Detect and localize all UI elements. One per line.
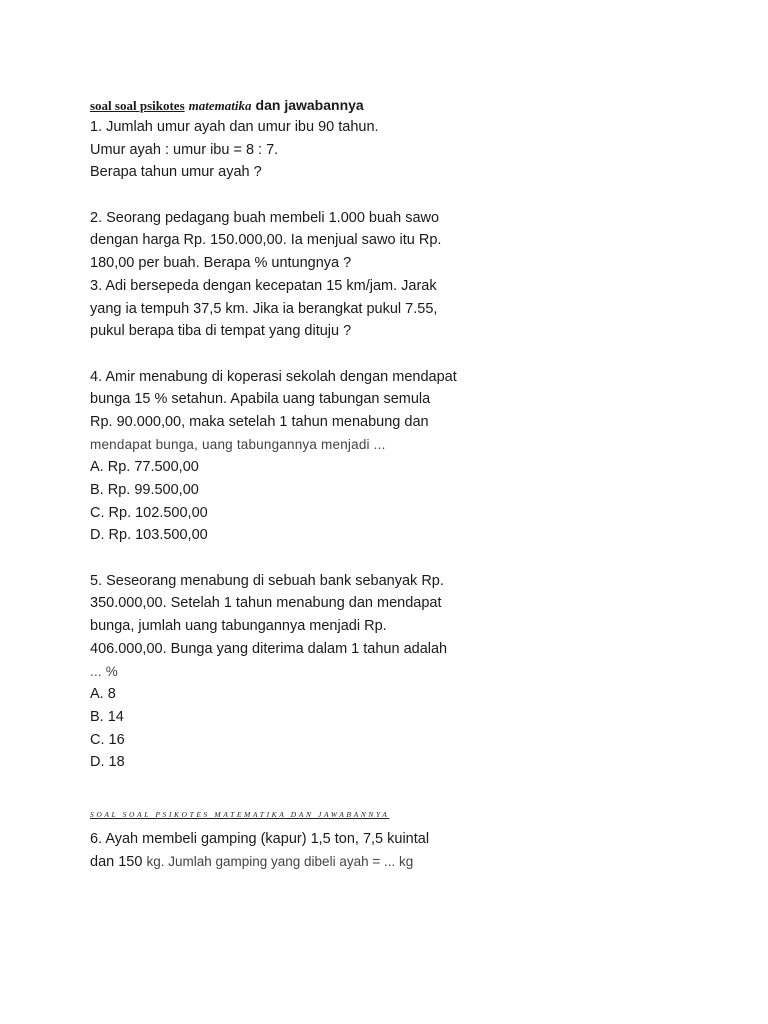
question-text-start: dan 150 [90, 853, 143, 870]
answer-option: B. 14 [90, 708, 124, 725]
question-2 [90, 207, 490, 275]
question-5 [90, 570, 490, 774]
question-line: bunga, jumlah uang tabungannya menjadi Rp. [90, 618, 387, 635]
answer-option: D. 18 [90, 754, 125, 771]
question-line: 1. Jumlah umur ayah dan umur ibu 90 tahun. [90, 119, 379, 135]
question-line: mendapat bunga, uang tabungannya menjadi ... [90, 436, 386, 452]
question-line: yang ia tempuh 37,5 km. Jika ia berangkat pukul 7.55, [90, 300, 438, 317]
answer-option: B. Rp. 99.500,00 [90, 482, 199, 498]
question-text-end: kg. Jumlah gamping yang dibeli ayah = ... kg [146, 853, 414, 869]
question-line: 2. Seorang pedagang buah membeli 1.000 buah sawo [90, 209, 440, 226]
title-part-2: matematika [188, 98, 252, 113]
question-line [90, 851, 490, 874]
answer-option: A. 8 [90, 686, 116, 703]
question-line: Berapa tahun umur ayah ? [90, 164, 262, 181]
question-line: 406.000,00. Bunga yang diterima dalam 1 tahun adalah [90, 640, 448, 657]
question-line: 6. Ayah membeli gamping (kapur) 1,5 ton, 7,5 kuintal [90, 830, 430, 847]
section-header: SOAL SOAL PSIKOTES MATEMATIKA DAN JAWABANNYA [90, 809, 390, 819]
question-line: 180,00 per buah. Berapa % untungnya ? [90, 255, 352, 272]
title-part-1: soal soal psikotes [90, 98, 185, 113]
question-line: 350.000,00. Setelah 1 tahun menabung dan mendapat [90, 595, 442, 612]
document-title [90, 94, 490, 116]
answer-option: C. Rp. 102.500,00 [90, 504, 208, 521]
question-line: bunga 15 % setahun. Apabila uang tabungan semula [90, 391, 431, 408]
question-1 [90, 116, 490, 184]
question-line: Rp. 90.000,00, maka setelah 1 tahun menabung dan [90, 413, 429, 430]
question-line: dengan harga Rp. 150.000,00. Ia menjual sawo itu Rp. [90, 232, 442, 249]
question-line: pukul berapa tiba di tempat yang dituju ? [90, 323, 352, 340]
question-6 [90, 828, 490, 873]
question-line: ... % [90, 663, 119, 679]
answer-option: A. Rp. 77.500,00 [90, 459, 199, 476]
document-page [90, 94, 490, 873]
question-line: Umur ayah : umur ibu = 8 : 7. [90, 141, 279, 158]
title-part-3: dan jawabannya [255, 97, 364, 113]
answer-option: D. Rp. 103.500,00 [90, 527, 208, 544]
question-line: 3. Adi bersepeda dengan kecepatan 15 km/jam. Jarak [90, 277, 437, 294]
question-line: 4. Amir menabung di koperasi sekolah dengan mendapat [90, 368, 457, 385]
question-line: 5. Seseorang menabung di sebuah bank sebanyak Rp. [90, 572, 444, 589]
question-4 [90, 366, 490, 548]
question-3 [90, 275, 490, 343]
answer-option: C. 16 [90, 731, 125, 748]
